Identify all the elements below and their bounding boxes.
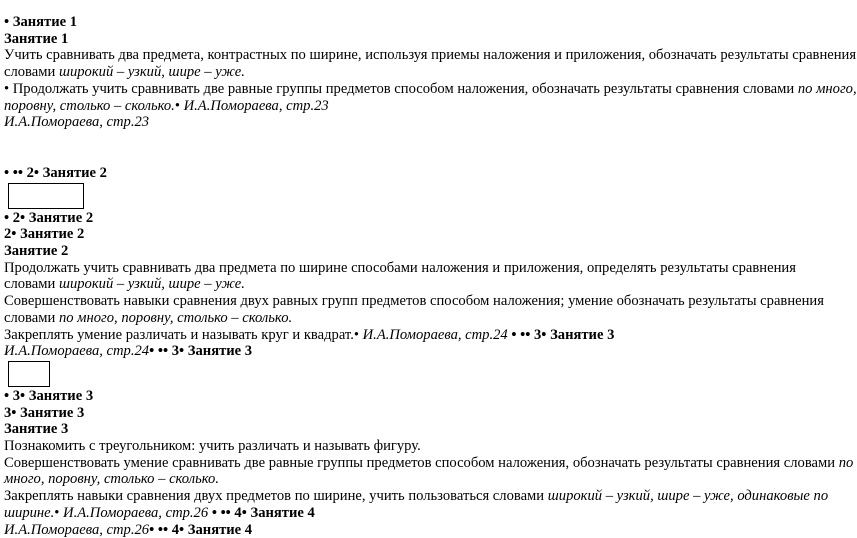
lesson-2-heading: Занятие 2	[4, 243, 69, 260]
lesson-3-heading: Занятие 3	[4, 421, 69, 438]
lesson-3-paragraph-3: Закреплять навыки сравнения двух предметов по ширине, учить пользоваться словами широкий – узкий, шире – уже, одинаковые по	[4, 488, 829, 505]
lesson-2-heading-number: 2• Занятие 2	[4, 226, 85, 243]
lesson-2-paragraph-2-cont: словами по много, поровну, столько – сколько.	[4, 309, 293, 326]
lesson-2-paragraph-1-cont: словами широкий – узкий, шире – уже.	[4, 276, 245, 293]
lesson-1-paragraph-2: • Продолжать учить сравнивать две равные группы предметов способом наложения, обозначать результаты сравнения словами по много,	[4, 80, 857, 97]
lesson-2-paragraph-2: Совершенствовать навыки сравнения двух равных групп предметов способом наложения; умение обозначать результаты сравнения	[4, 293, 824, 310]
empty-frame	[8, 183, 84, 209]
lesson-3-paragraph-2-cont: много, поровну, столько – сколько.	[4, 471, 219, 488]
lesson-3-heading-bullet: • 3• Занятие 3	[4, 387, 94, 404]
lesson-3-source: И.А.Помораева, стр.26• •• 4• Занятие 4	[4, 521, 253, 538]
lesson-2-paragraph-3: Закреплять умение различать и называть круг и квадрат.• И.А.Помораева, стр.24 • •• 3• Занятие 3	[4, 326, 615, 343]
empty-frame	[8, 361, 50, 387]
lesson-1-source: И.А.Помораева, стр.23	[4, 114, 150, 131]
lesson-2-paragraph-1: Продолжать учить сравнивать два предмета по ширине способами наложения и приложения, определять результаты сравнения	[4, 259, 796, 276]
lesson-1-heading: Занятие 1	[4, 30, 69, 47]
lesson-1-heading-bullet: • Занятие 1	[4, 14, 78, 30]
lesson-2-heading-bullets: • •• 2• Занятие 2	[4, 164, 107, 181]
lesson-1-paragraph-1: Учить сравнивать два предмета, контрастных по ширине, используя приемы наложения и приложения, обозначать результаты сравнения	[4, 47, 857, 64]
lesson-1-paragraph-2-cont: поровну, столько – сколько.• И.А.Помораева, стр.23	[4, 97, 329, 114]
lesson-3-paragraph-3-cont: ширине.• И.А.Помораева, стр.26 • •• 4• Занятие 4	[4, 504, 315, 521]
lesson-2-heading-bullet: • 2• Занятие 2	[4, 209, 94, 226]
lesson-2-source: И.А.Помораева, стр.24• •• 3• Занятие 3	[4, 343, 253, 360]
lesson-3-paragraph-2: Совершенствовать умение сравнивать две равные группы предметов способом наложения, обозначать результаты сравнения словами по	[4, 454, 854, 471]
lesson-3-heading-number: 3• Занятие 3	[4, 404, 85, 421]
lesson-3-paragraph-1: Познакомить с треугольником: учить различать и называть фигуру.	[4, 438, 421, 455]
lesson-1-paragraph-1-cont: словами широкий – узкий, шире – уже.	[4, 64, 245, 81]
